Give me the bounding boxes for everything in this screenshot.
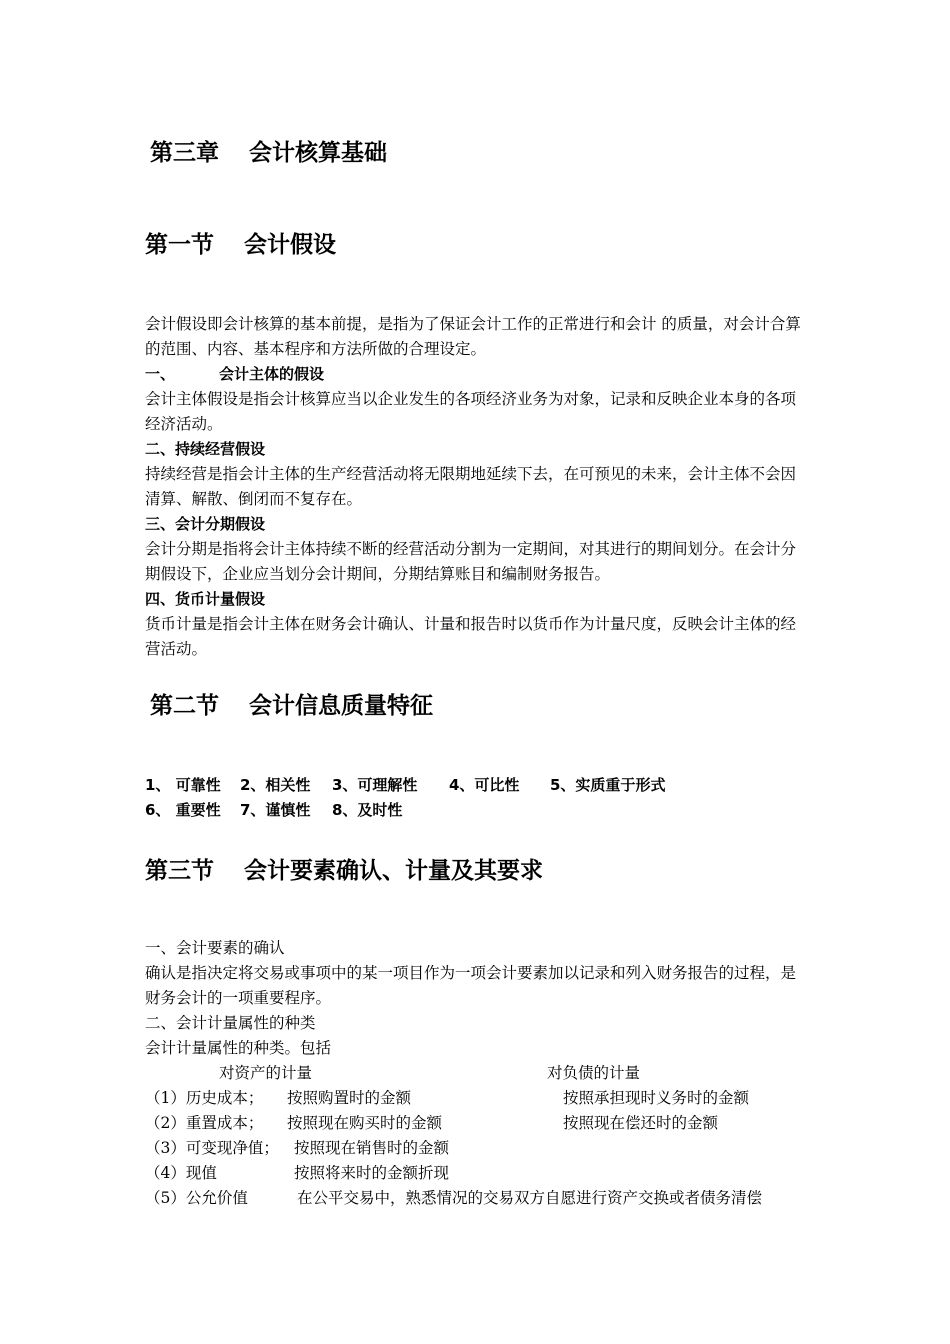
section1-number: 第一节 <box>145 232 214 258</box>
section1-title: 会计假设 <box>244 232 336 258</box>
chapter-title: 会计核算基础 <box>249 140 387 166</box>
quality-item: 3、可理解性 <box>332 776 418 794</box>
assumption3-text: 会计分期是指将会计主体持续不断的经营活动分割为一定期间，对其进行的期间划分。在会计分期假设下，企业应当划分会计期间，分期结算账目和编制财务报告。 <box>145 540 797 583</box>
assumption1-title: 会计主体的假设 <box>219 365 325 383</box>
section1-intro: 会计假设即会计核算的基本前提，是指为了保证会计工作的正常进行和会计 的质量，对会计合算的范围、内容、基本程序和方法所做的合理设定。 <box>145 315 801 358</box>
measure-row-name: （1）历史成本； <box>145 1089 264 1107</box>
quality-row-1 <box>145 773 665 798</box>
measure-row-liability: 按照承担现时义务时的金额 <box>563 1089 750 1107</box>
measure-row-name: （2）重置成本； <box>145 1114 264 1132</box>
liability-column-header: 对负债的计量 <box>547 1064 641 1082</box>
quality-item: 4、可比性 <box>449 776 520 794</box>
measurement-title: 二、会计计量属性的种类 <box>145 1014 316 1032</box>
measure-row-name: （5）公允价值 <box>145 1189 248 1207</box>
measure-row-liability: 按照现在偿还时的金额 <box>563 1114 719 1132</box>
assumption4-heading: 四、货币计量假设 <box>145 590 266 608</box>
measurement-lead: 会计计量属性的种类。包括 <box>145 1039 332 1057</box>
measure-row-asset: 按照现在销售时的金额 <box>294 1139 450 1157</box>
section3-heading <box>145 856 543 886</box>
recognition-title: 一、会计要素的确认 <box>145 939 285 957</box>
quality-item: 5、实质重于形式 <box>550 776 666 794</box>
assumption2-heading: 二、持续经营假设 <box>145 440 266 458</box>
assumption1-heading <box>145 362 324 387</box>
measure-row-asset: 按照将来时的金额折现 <box>294 1164 450 1182</box>
quality-row-2 <box>145 798 402 823</box>
assumption2-text: 持续经营是指会计主体的生产经营活动将无限期地延续下去，在可预见的未来，会计主体不会因清算、解散、倒闭而不复存在。 <box>145 465 797 508</box>
assumption1-number: 一、 <box>145 365 176 383</box>
chapter-heading <box>150 138 387 168</box>
section2-heading <box>150 691 433 721</box>
assumption4-text: 货币计量是指会计主体在财务会计确认、计量和报告时以货币作为计量尺度，反映会计主体的经营活动。 <box>145 615 797 658</box>
quality-item: 2、相关性 <box>240 776 311 794</box>
assumption3-heading: 三、会计分期假设 <box>145 515 266 533</box>
section3-title: 会计要素确认、计量及其要求 <box>244 858 543 884</box>
assumption1-text: 会计主体假设是指会计核算应当以企业发生的各项经济业务为对象，记录和反映企业本身的各项经济活动。 <box>145 390 797 433</box>
chapter-number: 第三章 <box>150 140 219 166</box>
quality-item: 1、 可靠性 <box>145 776 221 794</box>
measure-row-name: （3）可变现净值； <box>145 1139 279 1157</box>
measure-row-name: （4）现值 <box>145 1164 217 1182</box>
section2-number: 第二节 <box>150 693 219 719</box>
measure-row-asset: 按照购置时的金额 <box>287 1089 412 1107</box>
quality-item: 6、 重要性 <box>145 801 221 819</box>
section2-title: 会计信息质量特征 <box>249 693 433 719</box>
quality-item: 7、谨慎性 <box>240 801 311 819</box>
recognition-text: 确认是指决定将交易或事项中的某一项目作为一项会计要素加以记录和列入财务报告的过程，是财务会计的一项重要程序。 <box>145 964 797 1007</box>
asset-column-header: 对资产的计量 <box>219 1064 313 1082</box>
section1-heading <box>145 230 336 260</box>
section3-number: 第三节 <box>145 858 214 884</box>
quality-item: 8、及时性 <box>332 801 403 819</box>
measure-row-asset: 按照现在购买时的金额 <box>287 1114 443 1132</box>
measure-row-asset: 在公平交易中，熟悉情况的交易双方自愿进行资产交换或者债务清偿 <box>297 1189 763 1207</box>
